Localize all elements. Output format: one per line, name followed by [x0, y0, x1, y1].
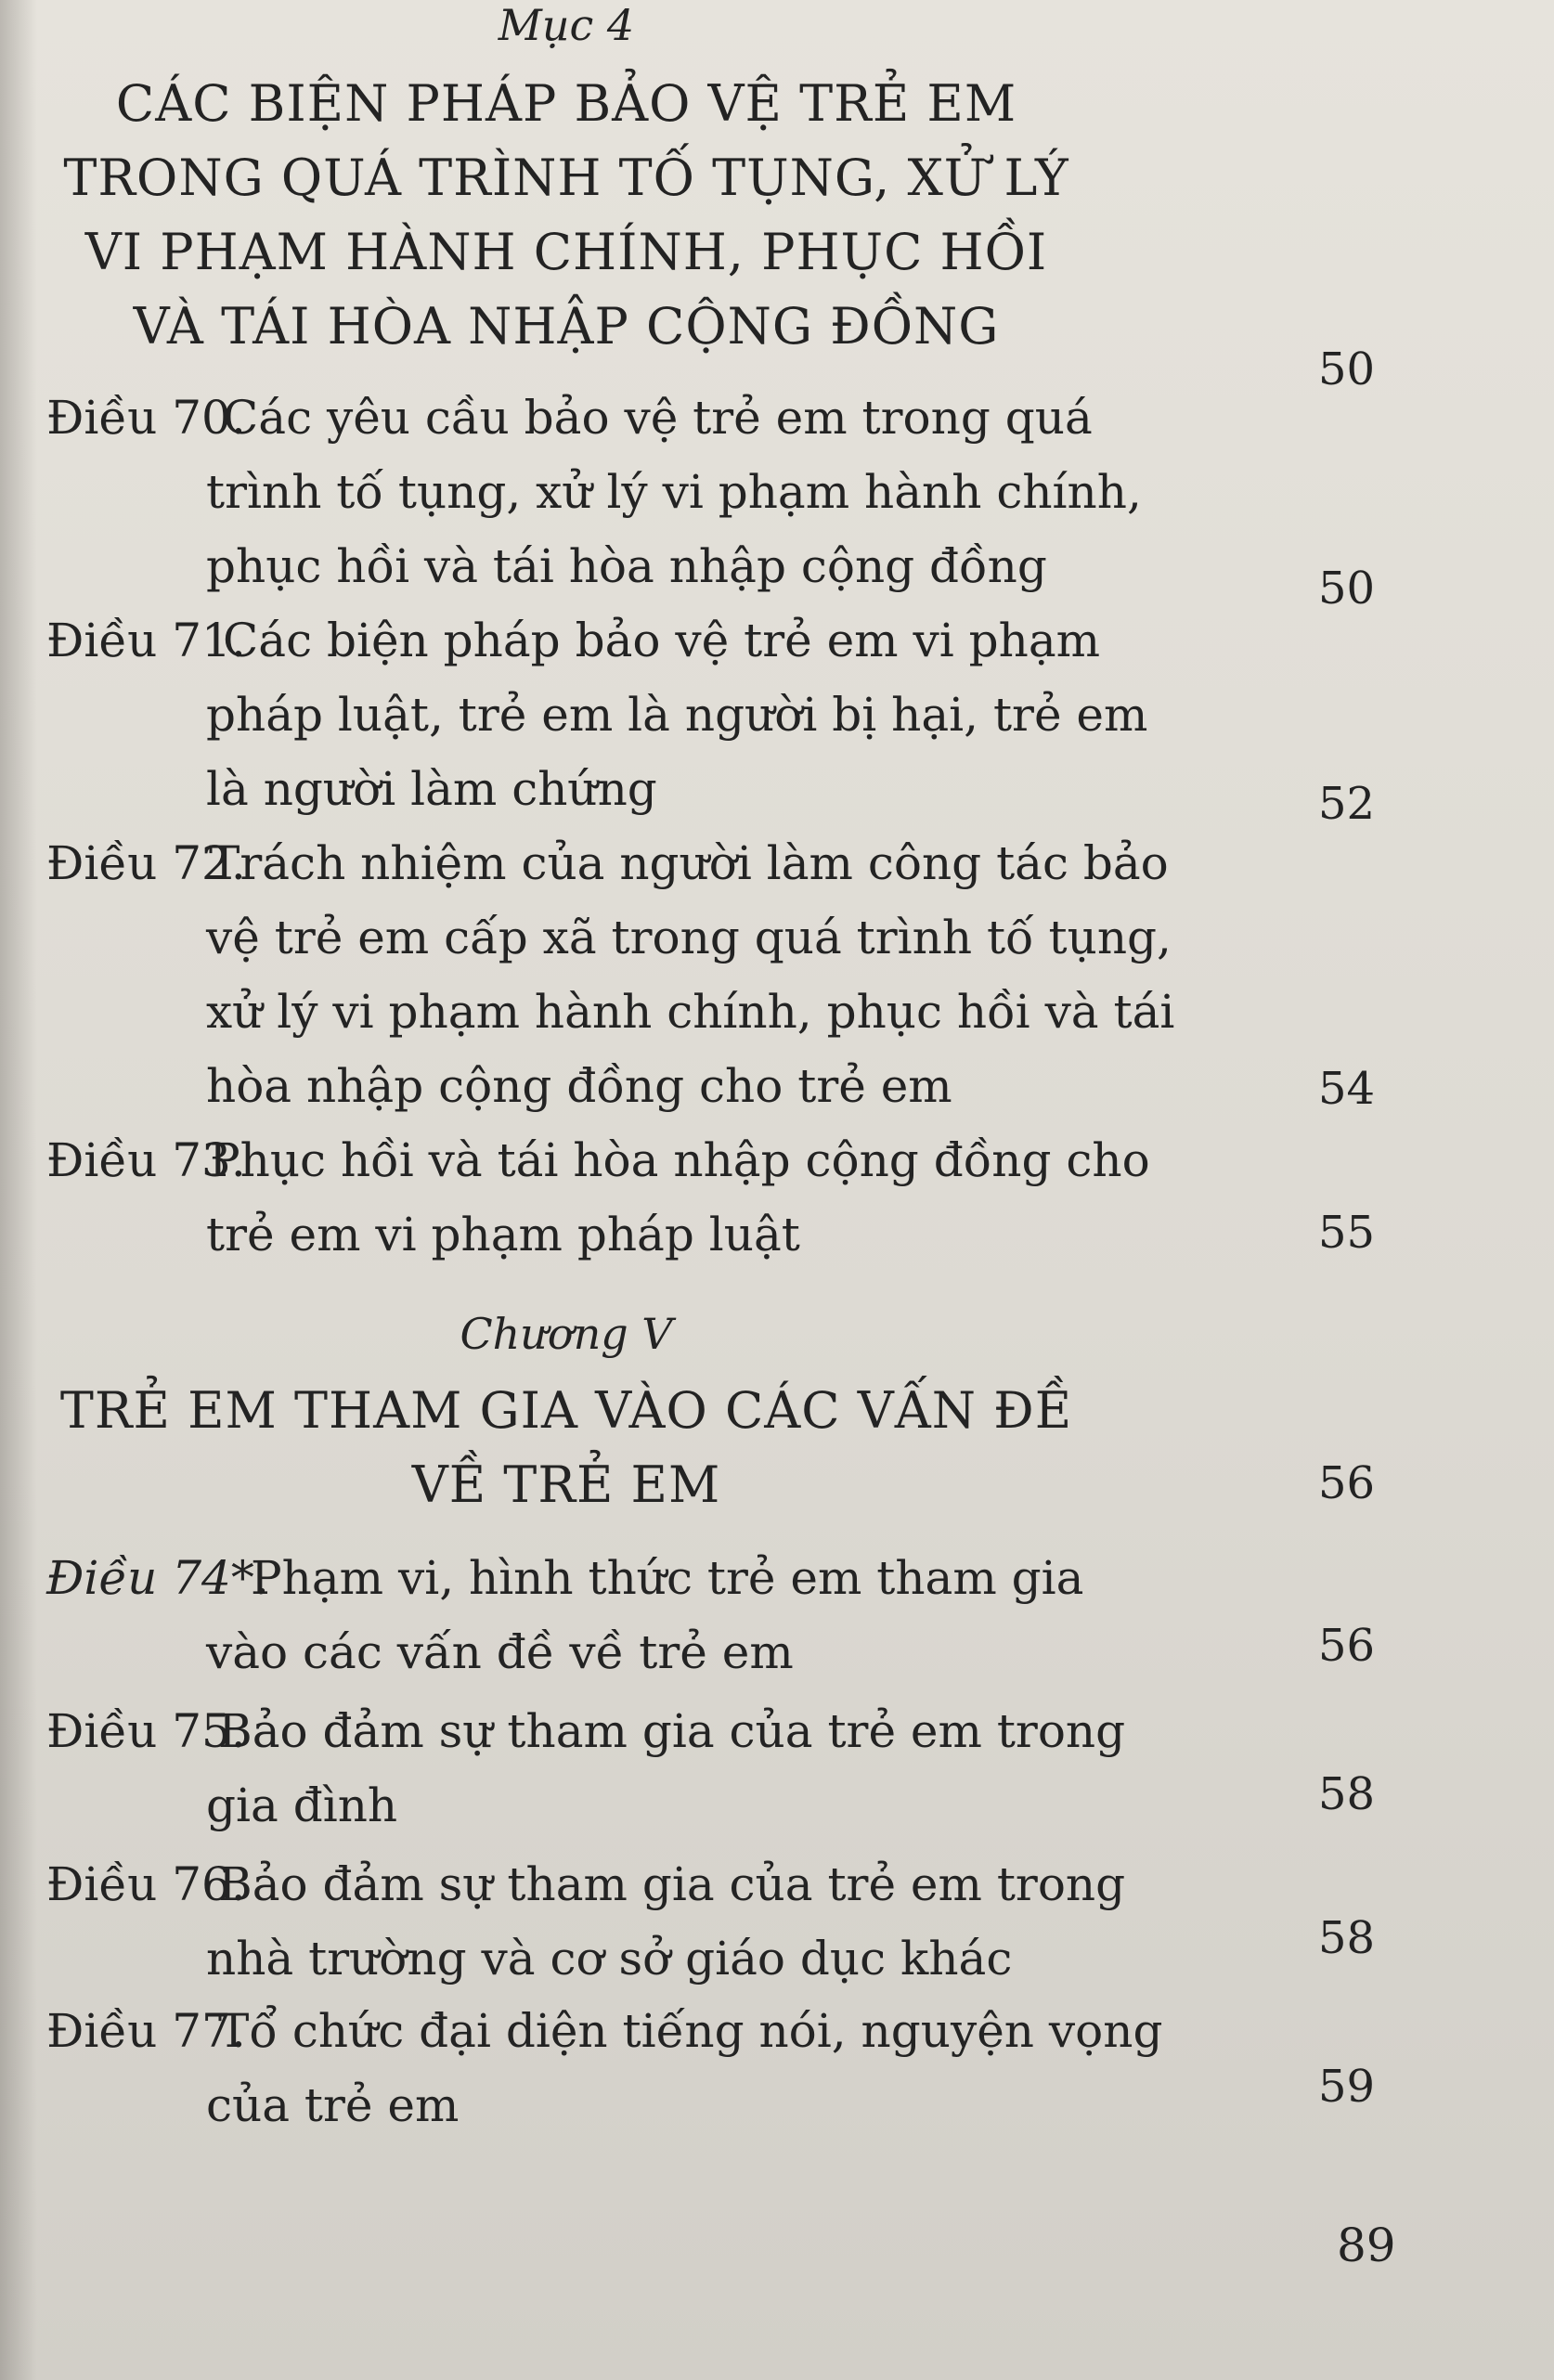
- entry-label: Điều 77.: [46, 2004, 246, 2058]
- entry-line: xử lý vi phạm hành chính, phục hồi và tái: [206, 985, 1175, 1039]
- entry-page-number: 59: [1318, 2061, 1376, 2113]
- entry-page-number: 58: [1318, 1912, 1376, 1964]
- entry-label: Điều 73.: [46, 1133, 246, 1187]
- entry-line: phục hồi và tái hòa nhập cộng đồng: [206, 539, 1047, 593]
- entry-line: Trách nhiệm của người làm công tác bảo: [209, 836, 1169, 890]
- entry-line: hòa nhập cộng đồng cho trẻ em: [206, 1059, 952, 1113]
- entry-page-number: 52: [1318, 778, 1376, 830]
- entry-line: nhà trường và cơ sở giáo dục khác: [206, 1932, 1013, 1985]
- toc-entry-73[interactable]: [46, 1123, 1150, 1272]
- entry-label: Điều 75.: [46, 1704, 246, 1758]
- toc-entry-71[interactable]: [46, 603, 1148, 826]
- entry-page-number: 50: [1318, 563, 1376, 614]
- entry-line: của trẻ em: [206, 2078, 460, 2132]
- section-page-number: 50: [1318, 343, 1376, 395]
- entry-line: Bảo đảm sự tham gia của trẻ em trong: [218, 1704, 1126, 1758]
- section-title-line: VI PHẠM HÀNH CHÍNH, PHỤC HỒI: [84, 223, 1048, 281]
- entry-line: Các yêu cầu bảo vệ trẻ em trong quá: [223, 391, 1093, 445]
- entry-line: gia đình: [206, 1779, 398, 1832]
- entry-page-number: 54: [1318, 1063, 1376, 1115]
- entry-line: trình tố tụng, xử lý vi phạm hành chính,: [206, 465, 1142, 519]
- toc-entry-77[interactable]: [46, 1994, 1163, 2142]
- entry-page-number: 58: [1318, 1768, 1376, 1820]
- entry-line: Bảo đảm sự tham gia của trẻ em trong: [218, 1857, 1126, 1911]
- entry-page-number: 55: [1318, 1207, 1376, 1259]
- entry-label: Điều 72.: [46, 836, 246, 890]
- entry-label: Điều 74*.: [46, 1551, 269, 1605]
- entry-label: Điều 70.: [46, 391, 246, 445]
- entry-label: Điều 76.: [46, 1857, 246, 1911]
- section-label: Mục 4: [498, 0, 635, 50]
- toc-entry-74[interactable]: [46, 1541, 1123, 1689]
- chapter-label: Chương V: [460, 1309, 673, 1359]
- toc-entry-72[interactable]: [46, 826, 1175, 1123]
- section-title: [0, 67, 1133, 364]
- toc-entry-76[interactable]: [46, 1847, 1126, 1996]
- entry-line: Các biện pháp bảo vệ trẻ em vi phạm: [223, 614, 1101, 667]
- toc-entry-75[interactable]: [46, 1694, 1126, 1843]
- entry-line: vào các vấn đề về trẻ em: [206, 1625, 794, 1679]
- section-title-line: CÁC BIỆN PHÁP BẢO VỆ TRẺ EM: [115, 74, 1017, 133]
- chapter-page-number: 56: [1318, 1457, 1376, 1509]
- entry-line: vệ trẻ em cấp xã trong quá trình tố tụng,: [206, 911, 1172, 964]
- chapter-title-line: VỀ TRẺ EM: [411, 1455, 721, 1514]
- chapter-title: [0, 1374, 1133, 1522]
- entry-line: Phục hồi và tái hòa nhập cộng đồng cho: [209, 1133, 1150, 1187]
- entry-line: pháp luật, trẻ em là người bị hại, trẻ em: [206, 688, 1148, 742]
- entry-line: là người làm chứng: [206, 762, 657, 816]
- page-number: 89: [1337, 2218, 1396, 2272]
- chapter-title-line: TRẺ EM THAM GIA VÀO CÁC VẤN ĐỀ: [59, 1381, 1073, 1440]
- entry-page-number: 56: [1318, 1620, 1376, 1672]
- entry-line: Phạm vi, hình thức trẻ em tham gia: [251, 1551, 1084, 1605]
- entry-label: Điều 71.: [46, 614, 246, 667]
- entry-line: Tổ chức đại diện tiếng nói, nguyện vọng: [218, 2004, 1163, 2058]
- entry-line: trẻ em vi phạm pháp luật: [206, 1208, 800, 1261]
- section-title-line: TRONG QUÁ TRÌNH TỐ TỤNG, XỬ LÝ: [63, 149, 1069, 207]
- toc-entry-70[interactable]: [46, 381, 1142, 603]
- section-title-line: VÀ TÁI HÒA NHẬP CỘNG ĐỒNG: [133, 297, 1000, 356]
